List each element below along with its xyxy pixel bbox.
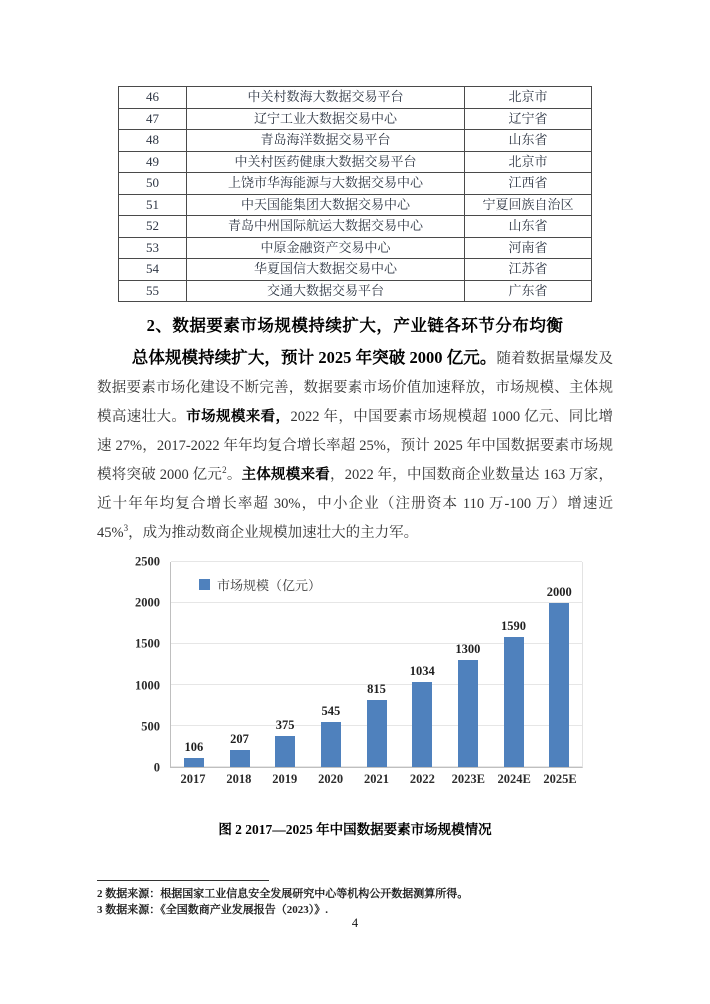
- x-tick-label: 2017: [180, 772, 206, 786]
- paragraph-text: 2022 年，中国要素市场规模超 1000 亿元、同比增速 27%，2017-2022 年年均复合增长率超 25%，预计 2025 年中国数据要素市场规模将突破 2000 亿元: [97, 409, 614, 483]
- x-tick-label: 2022: [409, 772, 435, 786]
- bar: [412, 682, 432, 767]
- table-cell: 54: [119, 259, 187, 281]
- data-exchange-table: [118, 86, 592, 302]
- table-row: [119, 237, 592, 259]
- table-row: [119, 151, 592, 173]
- table-cell: 中原金融资产交易中心: [187, 237, 465, 259]
- bar-value-label: 1590: [501, 618, 527, 633]
- bar: [458, 660, 478, 767]
- bar: [504, 637, 524, 767]
- table-cell: 青岛海洋数据交易平台: [187, 130, 465, 152]
- y-axis: [130, 554, 166, 775]
- bar-value-label: 1034: [409, 664, 435, 679]
- page-number: 4: [351, 916, 359, 930]
- bar-value-label: 106: [184, 740, 204, 755]
- x-tick-label: 2024E: [497, 772, 531, 786]
- table-cell: 中关村医药健康大数据交易平台: [187, 151, 465, 173]
- bar: [184, 758, 204, 767]
- x-tick-label: 2018: [226, 772, 252, 786]
- table-cell: 53: [119, 237, 187, 259]
- table-body: [119, 87, 592, 302]
- table-cell: 50: [119, 173, 187, 195]
- bar-chart: [130, 554, 587, 794]
- bar: [321, 722, 341, 767]
- table-row: [119, 173, 592, 195]
- table-cell: 河南省: [465, 237, 592, 259]
- y-tick-label: 2000: [135, 595, 160, 610]
- table-cell: 北京市: [465, 151, 592, 173]
- table-cell: 中天国能集团大数据交易中心: [187, 194, 465, 216]
- y-tick-label: 1500: [135, 636, 160, 651]
- x-tick-label: 2021: [364, 772, 389, 786]
- footnote-ref-3: 3: [123, 523, 129, 534]
- table-cell: 48: [119, 130, 187, 152]
- table-row: [119, 259, 592, 281]
- table-row: [119, 130, 592, 152]
- bar: [549, 603, 569, 767]
- table-cell: 山东省: [465, 216, 592, 238]
- table-row: [119, 194, 592, 216]
- body-paragraph: [97, 343, 613, 548]
- chart-legend: [199, 575, 321, 594]
- y-tick-label: 1000: [135, 678, 160, 693]
- bar: [367, 700, 387, 767]
- bar: [275, 736, 295, 767]
- table-cell: 广东省: [465, 280, 592, 302]
- table-cell: 55: [119, 280, 187, 302]
- table-cell: 52: [119, 216, 187, 238]
- table-cell: 49: [119, 151, 187, 173]
- paragraph-text: ，2022 年，中国数商企业数量达 163 万家，近十年年均复合增长率超 30%，中小企业（注册资本 110 万-100 万）增速近 45%: [97, 467, 614, 541]
- bar-value-label: 545: [321, 704, 341, 719]
- footnote-3: 3 数据来源：《全国数商产业发展报告（2023）》.: [97, 903, 328, 916]
- table-cell: 山东省: [465, 130, 592, 152]
- x-tick-label: 2020: [318, 772, 344, 786]
- bar-column: [491, 562, 537, 767]
- bar-column: [354, 562, 400, 767]
- table-row: [119, 280, 592, 302]
- table-cell: 交通大数据交易平台: [187, 280, 465, 302]
- table-cell: 北京市: [465, 87, 592, 109]
- footnote-divider: [97, 880, 269, 881]
- footnote-ref-2: 2: [222, 465, 227, 476]
- table-row: [119, 216, 592, 238]
- x-tick-label: 2019: [272, 772, 298, 786]
- table-cell: 中关村数海大数据交易平台: [187, 87, 465, 109]
- bar: [230, 750, 250, 767]
- bar-value-label: 2000: [546, 585, 572, 599]
- bar-value-label: 375: [275, 718, 295, 733]
- table-cell: 青岛中州国际航运大数据交易中心: [187, 216, 465, 238]
- table-cell: 辽宁工业大数据交易中心: [187, 108, 465, 130]
- paragraph-lead: 总体规模持续扩大，预计 2025 年突破 2000 亿元。: [131, 348, 497, 367]
- x-axis-labels: [170, 772, 583, 787]
- bar-column: [399, 562, 445, 767]
- table-cell: 47: [119, 108, 187, 130]
- table-cell: 华夏国信大数据交易中心: [187, 259, 465, 281]
- table-cell: 46: [119, 87, 187, 109]
- bar-value-label: 1300: [455, 642, 481, 657]
- bar-value-label: 207: [230, 732, 249, 747]
- plot-area: [170, 562, 583, 768]
- paragraph-text: 。: [226, 467, 242, 483]
- x-tick-label: 2023E: [451, 772, 485, 786]
- figure-caption: 图 2 2017—2025 年中国数据要素市场规模情况: [218, 822, 492, 837]
- footnote-2: 2 数据来源：根据国家工业信息安全发展研究中心等机构公开数据测算所得。: [97, 888, 469, 900]
- y-tick-label: 0: [153, 760, 160, 775]
- table-cell: 51: [119, 194, 187, 216]
- section-heading: 2、数据要素市场规模持续扩大，产业链各环节分布均衡: [146, 316, 564, 335]
- footnotes: [97, 880, 613, 918]
- table-row: [119, 108, 592, 130]
- legend-swatch-icon: [199, 579, 210, 590]
- paragraph-text: 随着数据量爆发及数据要素市场化建设不断完善，数据要素市场价值加速释放，市场规模、主体规模高速壮大。: [97, 351, 614, 425]
- bar-column: [536, 562, 582, 767]
- x-tick-label: 2025E: [543, 772, 577, 786]
- y-tick-label: 2500: [135, 554, 160, 569]
- paragraph-bold: 主体规模来看: [241, 467, 330, 483]
- table-cell: 江西省: [465, 173, 592, 195]
- table-cell: 辽宁省: [465, 108, 592, 130]
- legend-label: 市场规模（亿元）: [217, 578, 322, 593]
- bar-column: [445, 562, 491, 767]
- paragraph-bold: 市场规模来看，: [186, 409, 291, 425]
- table-row: [119, 87, 592, 109]
- paragraph-text: ，成为推动数商企业规模加速壮大的主力军。: [128, 525, 419, 541]
- table-cell: 宁夏回族自治区: [465, 194, 592, 216]
- table-cell: 上饶市华海能源与大数据交易中心: [187, 173, 465, 195]
- table-cell: 江苏省: [465, 259, 592, 281]
- y-tick-label: 500: [141, 719, 160, 734]
- bar-value-label: 815: [367, 682, 386, 697]
